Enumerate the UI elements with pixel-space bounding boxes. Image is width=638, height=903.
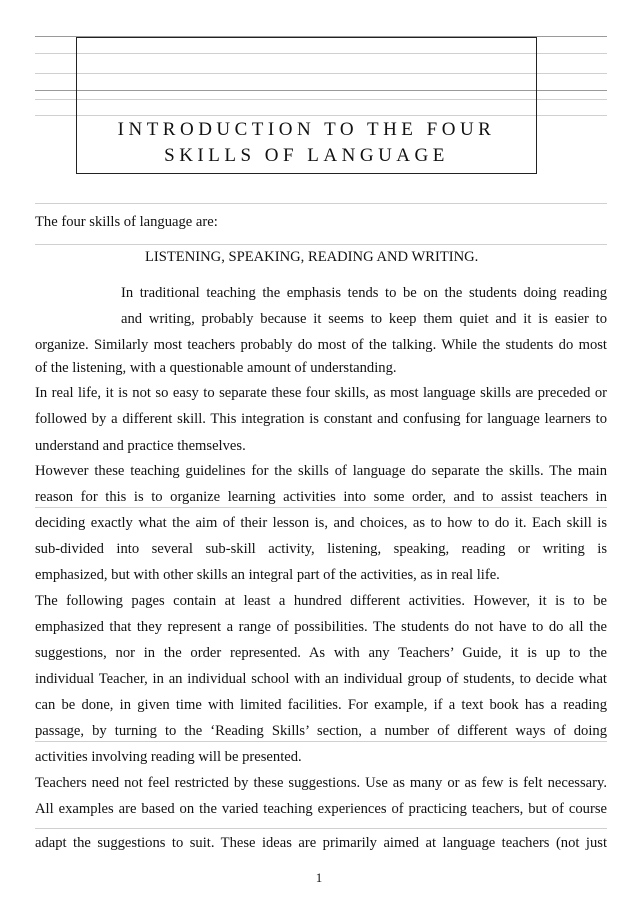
body-line: In traditional teaching the emphasis tends to be on the students doing reading	[121, 285, 607, 301]
skills-heading: LISTENING, SPEAKING, READING AND WRITING.	[145, 249, 479, 265]
body-line: In real life, it is not so easy to separate these four skills, as most language skills are preceded or	[35, 385, 607, 401]
body-line: The following pages contain at least a hundred different activities. However, it is to be	[35, 593, 607, 609]
body-line: activities involving reading will be presented.	[35, 749, 302, 765]
intro-text: The four skills of language are:	[35, 214, 218, 230]
body-line: However these teaching guidelines for the skills of language do separate the skills. The main	[35, 463, 607, 479]
body-line: can be done, in given time with limited facilities. For example, if a text book has a reading	[35, 697, 607, 713]
body-line: Teachers need not feel restricted by these suggestions. Use as many or as few is felt necessary.	[35, 775, 607, 791]
body-line: sub-divided into several sub-skill activity, listening, speaking, reading or writing is	[35, 541, 607, 557]
title-line-2: SKILLS OF LANGUAGE	[164, 145, 449, 166]
body-line: adapt the suggestions to suit. These ideas are primarily aimed at language teachers (not just	[35, 835, 607, 851]
guide-rule	[35, 828, 607, 829]
body-line: passage, by turning to the ‘Reading Skills’ section, a number of different ways of doing	[35, 723, 607, 739]
title-line-1: INTRODUCTION TO THE FOUR	[117, 119, 496, 140]
body-line: emphasized, but with other skills an integral part of the activities, as in real life.	[35, 567, 500, 583]
guide-rule	[35, 203, 607, 204]
body-line: suggestions, nor in the order represented. As with any Teachers’ Guide, it is up to the	[35, 645, 607, 661]
body-line: emphasized that they represent a range of possibilities. The students do not have to do all the	[35, 619, 607, 635]
title-box	[76, 37, 537, 174]
body-line: reason for this is to organize learning activities into some order, and to assist teachers in	[35, 489, 607, 505]
page-number: 1	[315, 870, 323, 885]
guide-rule	[35, 741, 607, 742]
body-line: understand and practice themselves.	[35, 438, 246, 454]
body-line: deciding exactly what the aim of their lesson is, and choices, as to how to do it. Each skill is	[35, 515, 607, 531]
body-line: and writing, probably because it seems to keep them quiet and it is easier to	[121, 311, 607, 327]
body-line: organize. Similarly most teachers probably do most of the talking. While the students do most	[35, 337, 607, 353]
body-line: of the listening, with a questionable amount of understanding.	[35, 360, 397, 376]
guide-rule	[35, 507, 607, 508]
body-line: All examples are based on the varied teaching experiences of practicing teachers, but of course	[35, 801, 607, 817]
body-line: followed by a different skill. This integration is constant and confusing for language learners to	[35, 411, 607, 427]
body-line: individual Teacher, in an individual school with an individual group of students, to decide what	[35, 671, 607, 687]
guide-rule	[35, 244, 607, 245]
